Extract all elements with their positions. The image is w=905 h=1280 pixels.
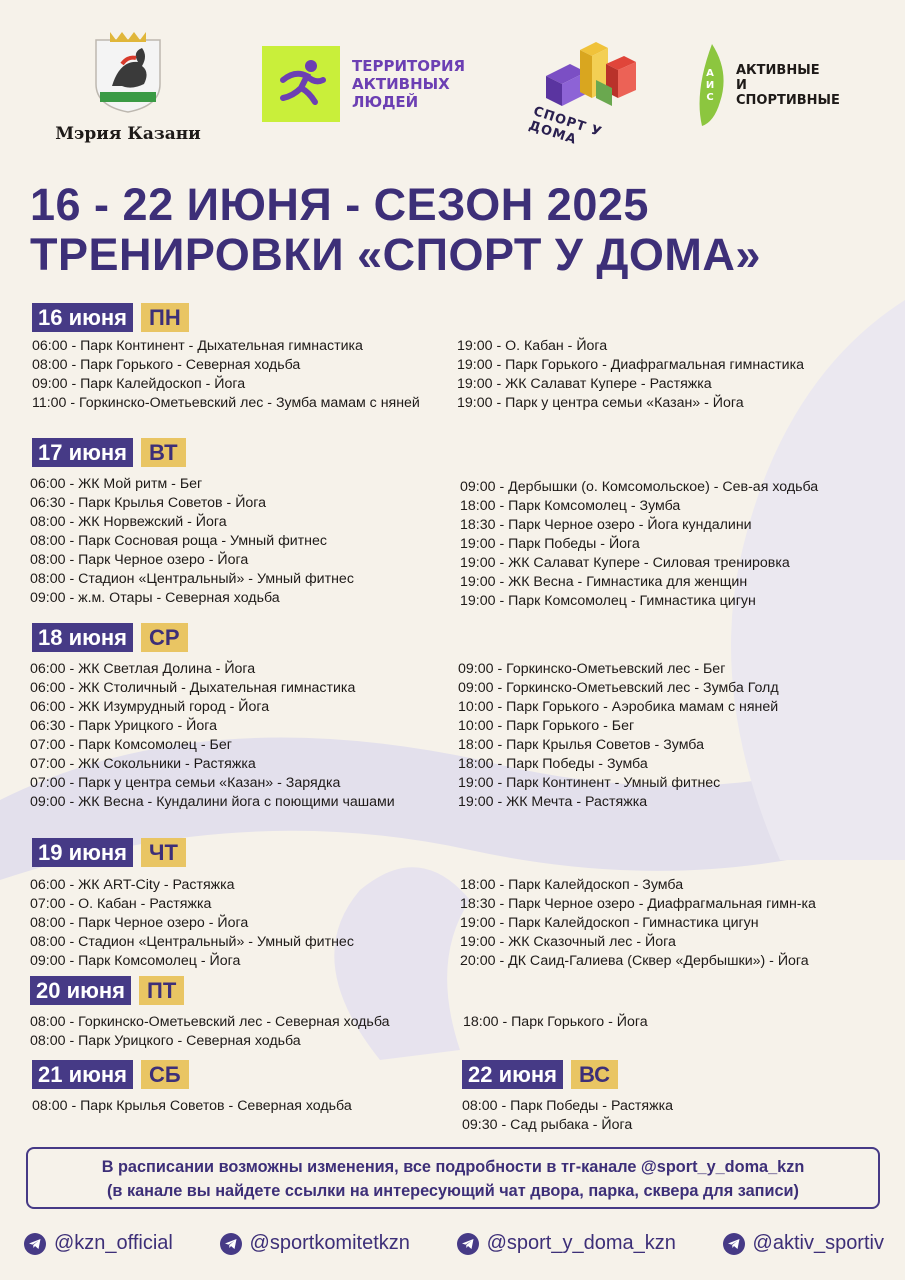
social-link-sportkomitetkzn[interactable] — [220, 1232, 410, 1255]
schedule-item: 06:30 - Парк Урицкого - Йога — [30, 718, 218, 734]
telegram-icon — [457, 1233, 479, 1255]
schedule-item: 06:00 - ЖК ART-City - Растяжка — [30, 877, 235, 893]
ais-logo-line-1: АКТИВНЫЕ — [736, 62, 820, 78]
title-line-1: 16 - 22 ИЮНЯ - СЕЗОН 2025 — [30, 179, 649, 230]
kazan-logo-caption: Мэрия Казани — [55, 124, 201, 144]
ais-logo-text — [736, 63, 840, 108]
schedule-item: 10:00 - Парк Горького - Бег — [458, 718, 635, 734]
social-link-sport-y-doma-kzn[interactable] — [457, 1232, 676, 1255]
running-person-icon — [262, 46, 340, 122]
kazan-city-logo — [48, 26, 208, 144]
day-16-right-column — [457, 337, 887, 413]
day-20-left-column — [30, 1013, 460, 1051]
schedule-item: 08:00 - Парк Черное озеро - Йога — [30, 552, 249, 568]
day-date: 22 июня — [462, 1060, 563, 1089]
social-handle: @kzn_official — [54, 1232, 173, 1254]
schedule-item: 08:00 - Парк Урицкого - Северная ходьба — [30, 1033, 301, 1049]
day-18-left-column — [30, 660, 450, 812]
schedule-item: 08:00 - Стадион «Центральный» - Умный фитнес — [30, 934, 354, 950]
day-17-right-column — [460, 478, 890, 611]
schedule-item: 11:00 - Горкинско-Ометьевский лес - Зумба мамам с няней — [32, 395, 420, 411]
schedule-item: 18:30 - Парк Черное озеро - Йога кундалини — [460, 517, 752, 533]
ta-logo-line-3: ЛЮДЕЙ — [352, 93, 419, 111]
day-header-18 — [32, 623, 188, 652]
svg-text:А: А — [706, 68, 714, 79]
title-line-2: ТРЕНИРОВКИ «СПОРТ У ДОМА» — [30, 229, 761, 280]
day-of-week: ЧТ — [141, 838, 186, 867]
day-19-left-column — [30, 876, 450, 971]
schedule-item: 20:00 - ДК Саид-Галиева (Сквер «Дербышки») - Йога — [460, 953, 809, 969]
social-link-kzn-official[interactable] — [24, 1232, 173, 1255]
schedule-item: 08:00 - ЖК Норвежский - Йога — [30, 514, 227, 530]
ais-logo-line-3: СПОРТИВНЫЕ — [736, 92, 840, 108]
day-of-week: СР — [141, 623, 188, 652]
day-of-week: ПТ — [139, 976, 184, 1005]
schedule-item: 18:00 - Парк Победы - Зумба — [458, 756, 648, 772]
schedule-item: 19:00 - Парк у центра семьи «Казан» - Йога — [457, 395, 744, 411]
ais-logo — [696, 42, 840, 128]
day-16-left-column — [32, 337, 442, 413]
schedule-item: 07:00 - О. Кабан - Растяжка — [30, 896, 212, 912]
svg-text:С: С — [706, 92, 714, 103]
day-22-right-column — [462, 1097, 882, 1135]
kazan-coat-of-arms-icon — [92, 26, 164, 114]
schedule-item: 19:00 - Парк Континент - Умный фитнес — [458, 775, 721, 791]
day-date: 21 июня — [32, 1060, 133, 1089]
schedule-item: 08:00 - Парк Сосновая роща - Умный фитнес — [30, 533, 327, 549]
day-date: 19 июня — [32, 838, 133, 867]
schedule-item: 08:00 - Стадион «Центральный» - Умный фитнес — [30, 571, 354, 587]
schedule-item: 06:00 - ЖК Столичный - Дыхательная гимнастика — [30, 680, 356, 696]
day-21-left-column — [32, 1097, 452, 1116]
day-header-19 — [32, 838, 186, 867]
active-people-territory-logo — [262, 46, 465, 122]
day-20-right-column — [463, 1013, 883, 1032]
notice-line-2: (в канале вы найдете ссылки на интересующий чат двора, парка, сквера для записи) — [107, 1182, 799, 1200]
day-19-right-column — [460, 876, 890, 971]
sport-u-doma-logo — [526, 36, 648, 148]
day-date: 16 июня — [32, 303, 133, 332]
schedule-item: 06:00 - ЖК Мой ритм - Бег — [30, 476, 203, 492]
schedule-item: 08:00 - Парк Горького - Северная ходьба — [32, 357, 301, 373]
day-of-week: ВС — [571, 1060, 618, 1089]
schedule-item: 07:00 - ЖК Сокольники - Растяжка — [30, 756, 256, 772]
sport-u-doma-caption: СПОРТ У ДОМА — [526, 104, 604, 148]
schedule-item: 19:00 - Парк Победы - Йога — [460, 536, 640, 552]
day-header-17 — [32, 438, 186, 467]
day-of-week: СБ — [141, 1060, 189, 1089]
day-of-week: ВТ — [141, 438, 186, 467]
telegram-icon — [723, 1233, 745, 1255]
schedule-item: 09:00 - ж.м. Отары - Северная ходьба — [30, 590, 280, 606]
day-header-20 — [30, 976, 184, 1005]
social-footer — [24, 1232, 884, 1255]
notice-line-1: В расписании возможны изменения, все подробности в тг-канале @sport_y_doma_kzn — [101, 1158, 805, 1176]
schedule-item: 18:30 - Парк Черное озеро - Диафрагмальная гимн-ка — [460, 896, 816, 912]
schedule-item: 09:00 - Парк Комсомолец - Йога — [30, 953, 241, 969]
schedule-item: 10:00 - Парк Горького - Аэробика мамам с няней — [458, 699, 779, 715]
schedule-item: 09:00 - Дербышки (о. Комсомольское) - Сев-ая ходьба — [460, 479, 819, 495]
schedule-item: 19:00 - ЖК Сказочный лес - Йога — [460, 934, 676, 950]
page-title — [30, 180, 761, 280]
social-handle: @aktiv_sportiv — [752, 1232, 884, 1254]
schedule-item: 18:00 - Парк Крылья Советов - Зумба — [458, 737, 704, 753]
schedule-item: 09:00 - ЖК Весна - Кундалини йога с поющими чашами — [30, 794, 395, 810]
day-date: 18 июня — [32, 623, 133, 652]
day-date: 17 июня — [32, 438, 133, 467]
telegram-icon — [24, 1233, 46, 1255]
ta-logo-text — [352, 57, 465, 111]
day-header-16 — [32, 303, 189, 332]
day-header-22 — [462, 1060, 618, 1089]
schedule-item: 08:00 - Горкинско-Ометьевский лес - Северная ходьба — [30, 1014, 390, 1030]
day-date: 20 июня — [30, 976, 131, 1005]
schedule-item: 18:00 - Парк Горького - Йога — [463, 1014, 648, 1030]
schedule-item: 19:00 - ЖК Салават Купере - Растяжка — [457, 376, 712, 392]
schedule-change-notice — [26, 1147, 880, 1209]
schedule-item: 08:00 - Парк Победы - Растяжка — [462, 1098, 674, 1114]
schedule-item: 09:00 - Горкинско-Ометьевский лес - Бег — [458, 661, 726, 677]
day-17-left-column — [30, 475, 450, 608]
schedule-item: 19:00 - О. Кабан - Йога — [457, 338, 608, 354]
schedule-item: 18:00 - Парк Комсомолец - Зумба — [460, 498, 681, 514]
schedule-item: 09:00 - Горкинско-Ометьевский лес - Зумба Голд — [458, 680, 779, 696]
day-18-right-column — [458, 660, 888, 812]
schedule-item: 19:00 - ЖК Мечта - Растяжка — [458, 794, 648, 810]
logo-row — [0, 22, 905, 152]
schedule-item: 06:00 - ЖК Изумрудный город - Йога — [30, 699, 270, 715]
schedule-item: 08:00 - Парк Черное озеро - Йога — [30, 915, 249, 931]
telegram-icon — [220, 1233, 242, 1255]
schedule-item: 08:00 - Парк Крылья Советов - Северная ходьба — [32, 1098, 352, 1114]
schedule-item: 19:00 - Парк Горького - Диафрагмальная гимнастика — [457, 357, 804, 373]
schedule-item: 19:00 - Парк Калейдоскоп - Гимнастика цигун — [460, 915, 759, 931]
schedule-item: 06:00 - ЖК Светлая Долина - Йога — [30, 661, 256, 677]
schedule-item: 06:30 - Парк Крылья Советов - Йога — [30, 495, 267, 511]
schedule-item: 09:30 - Сад рыбака - Йога — [462, 1117, 633, 1133]
social-handle: @sportkomitetkzn — [249, 1232, 410, 1254]
ais-logo-line-2: И — [736, 77, 747, 93]
schedule-item: 18:00 - Парк Калейдоскоп - Зумба — [460, 877, 684, 893]
schedule-item: 19:00 - Парк Комсомолец - Гимнастика цигун — [460, 593, 756, 609]
leaf-icon — [696, 42, 728, 128]
schedule-item: 07:00 - Парк Комсомолец - Бег — [30, 737, 232, 753]
schedule-item: 19:00 - ЖК Весна - Гимнастика для женщин — [460, 574, 748, 590]
svg-text:И: И — [705, 80, 715, 91]
ta-logo-line-1: ТЕРРИТОРИЯ — [352, 57, 466, 75]
schedule-item: 09:00 - Парк Калейдоскоп - Йога — [32, 376, 246, 392]
day-of-week: ПН — [141, 303, 189, 332]
day-header-21 — [32, 1060, 189, 1089]
schedule-item: 19:00 - ЖК Салават Купере - Силовая тренировка — [460, 555, 790, 571]
schedule-item: 07:00 - Парк у центра семьи «Казан» - Зарядка — [30, 775, 341, 791]
ta-logo-line-2: АКТИВНЫХ — [352, 75, 450, 93]
social-link-aktiv-sportiv[interactable] — [723, 1232, 884, 1255]
social-handle: @sport_y_doma_kzn — [486, 1232, 676, 1254]
schedule-item: 06:00 - Парк Континент - Дыхательная гимнастика — [32, 338, 363, 354]
